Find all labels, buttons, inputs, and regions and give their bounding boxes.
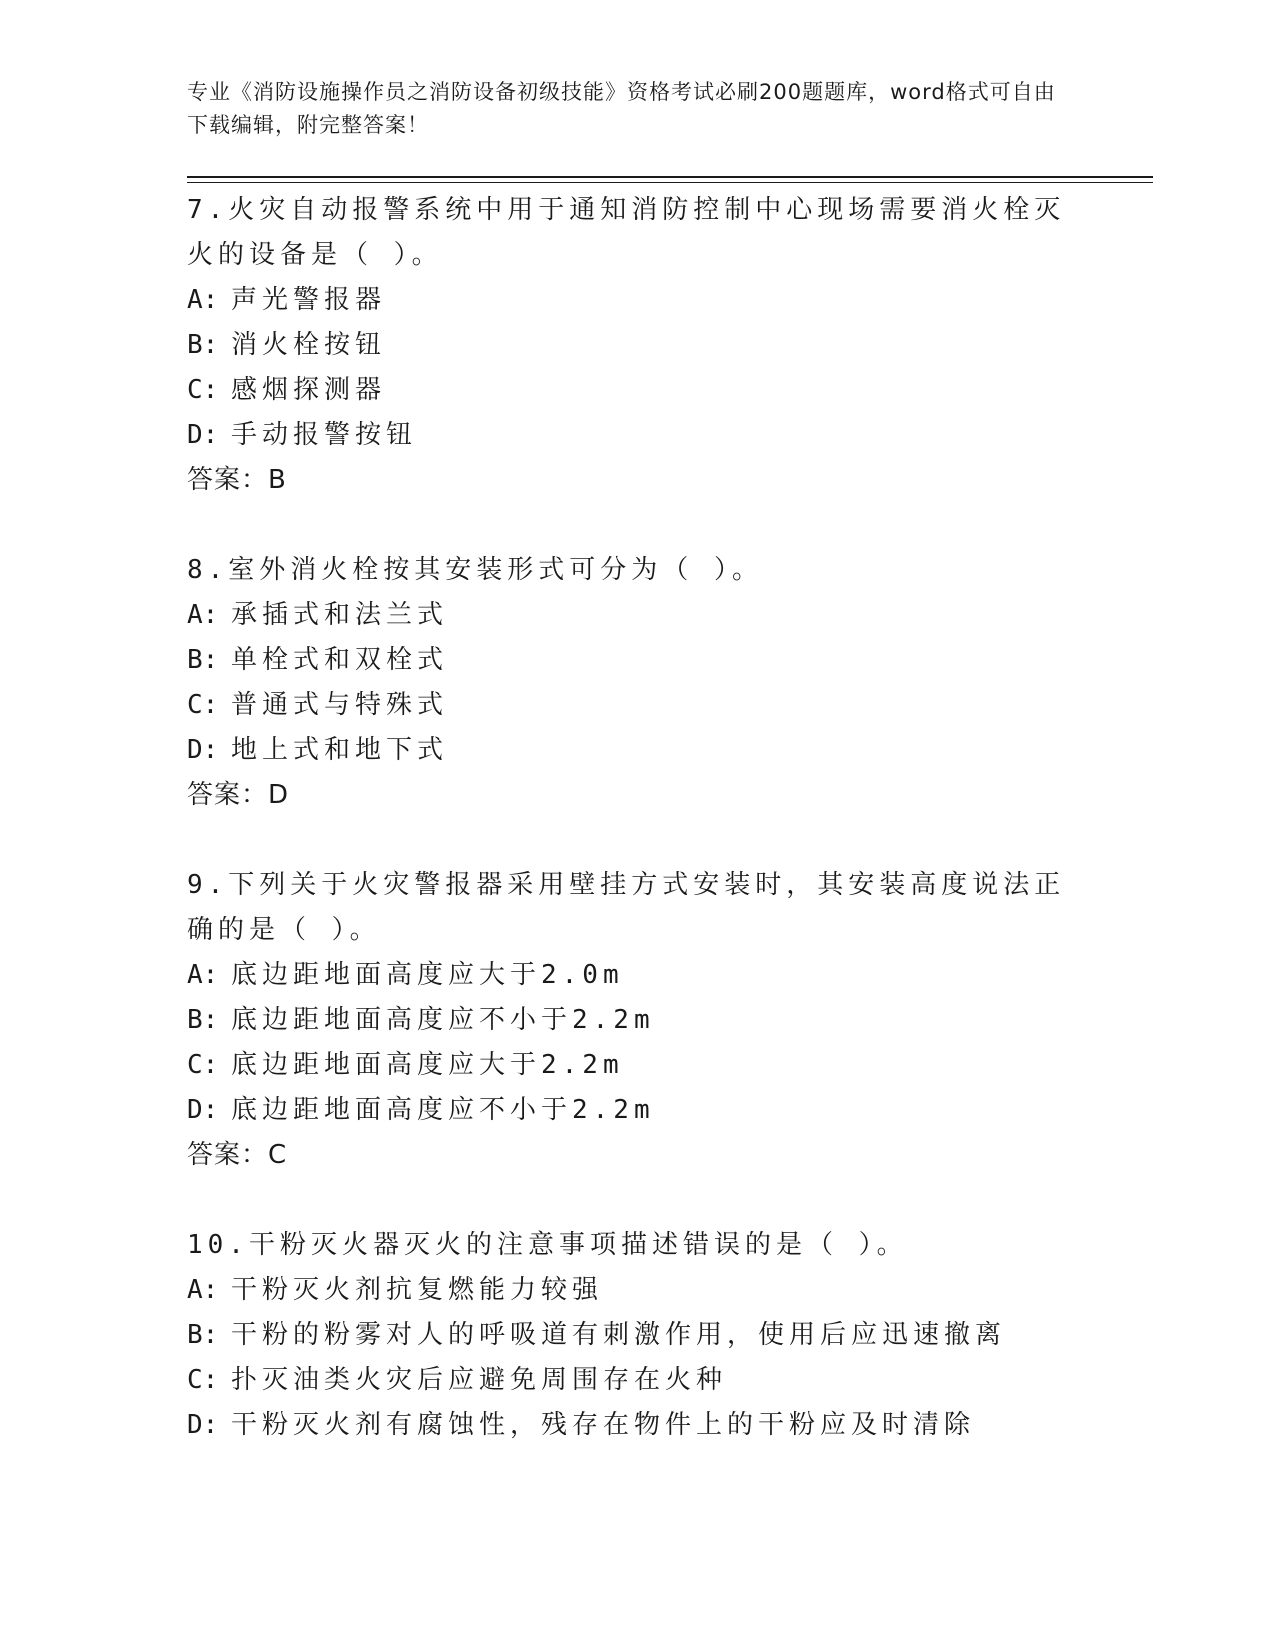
- option-d: [187, 1403, 1087, 1448]
- option-label: B:: [187, 645, 219, 675]
- option-c: [187, 683, 1087, 728]
- option-label: D:: [187, 420, 219, 450]
- option-text: 单栓式和双栓式: [231, 645, 449, 675]
- option-b: [187, 998, 1087, 1043]
- option-text: 承插式和法兰式: [231, 600, 449, 630]
- option-label: A:: [187, 600, 219, 630]
- question-stem: 10.干粉灭火器灭火的注意事项描述错误的是（ ）。: [187, 1230, 908, 1260]
- option-d: [187, 728, 1087, 773]
- answer: 答案：C: [187, 1140, 288, 1170]
- option-label: A:: [187, 1275, 219, 1305]
- option-a: [187, 593, 1087, 638]
- option-label: A:: [187, 960, 219, 990]
- option-label: B:: [187, 1005, 219, 1035]
- option-label: C:: [187, 375, 219, 405]
- option-text: 底边距地面高度应不小于2.2m: [231, 1005, 655, 1035]
- option-label: B:: [187, 1320, 219, 1350]
- option-label: B:: [187, 330, 219, 360]
- option-text: 底边距地面高度应大于2.2m: [231, 1050, 624, 1080]
- option-label: C:: [187, 1365, 219, 1395]
- option-c: [187, 1043, 1087, 1088]
- option-d: [187, 1088, 1087, 1133]
- option-a: [187, 1268, 1087, 1313]
- option-label: D:: [187, 735, 219, 765]
- question-10: [187, 1223, 1087, 1448]
- option-label: A:: [187, 285, 219, 315]
- document-header: 专业《消防设施操作员之消防设备初级技能》资格考试必刷200题题库，word格式可自由下载编辑，附完整答案！: [187, 80, 1056, 137]
- option-label: D:: [187, 1095, 219, 1125]
- option-text: 干粉灭火剂有腐蚀性，残存在物件上的干粉应及时清除: [231, 1410, 976, 1440]
- header-divider-thin: [187, 182, 1153, 183]
- option-text: 手动报警按钮: [231, 420, 418, 450]
- option-a: [187, 953, 1087, 998]
- option-c: [187, 1358, 1087, 1403]
- question-7: [187, 188, 1087, 503]
- option-label: D:: [187, 1410, 219, 1440]
- option-text: 地上式和地下式: [231, 735, 449, 765]
- option-text: 底边距地面高度应不小于2.2m: [231, 1095, 655, 1125]
- question-9: [187, 863, 1087, 1178]
- question-list: [187, 188, 1087, 1493]
- option-text: 消火栓按钮: [231, 330, 387, 360]
- option-b: [187, 323, 1087, 368]
- option-d: [187, 413, 1087, 458]
- option-text: 干粉灭火剂抗复燃能力较强: [231, 1275, 604, 1305]
- header-divider-thick: [187, 176, 1153, 178]
- option-c: [187, 368, 1087, 413]
- option-b: [187, 638, 1087, 683]
- option-text: 普通式与特殊式: [231, 690, 449, 720]
- answer: 答案：B: [187, 465, 287, 495]
- question-stem: 7.火灾自动报警系统中用于通知消防控制中心现场需要消火栓灭火的设备是（ ）。: [187, 195, 1066, 270]
- option-b: [187, 1313, 1087, 1358]
- option-label: C:: [187, 690, 219, 720]
- option-a: [187, 278, 1087, 323]
- question-stem: 8.室外消火栓按其安装形式可分为（ ）。: [187, 555, 763, 585]
- option-text: 声光警报器: [231, 285, 387, 315]
- option-label: C:: [187, 1050, 219, 1080]
- option-text: 干粉的粉雾对人的呼吸道有刺激作用，使用后应迅速撤离: [231, 1320, 1007, 1350]
- question-stem: 9.下列关于火灾警报器采用壁挂方式安装时，其安装高度说法正确的是（ ）。: [187, 870, 1066, 945]
- option-text: 底边距地面高度应大于2.0m: [231, 960, 624, 990]
- answer: 答案：D: [187, 780, 290, 810]
- question-8: [187, 548, 1087, 818]
- option-text: 感烟探测器: [231, 375, 387, 405]
- option-text: 扑灭油类火灾后应避免周围存在火种: [231, 1365, 728, 1395]
